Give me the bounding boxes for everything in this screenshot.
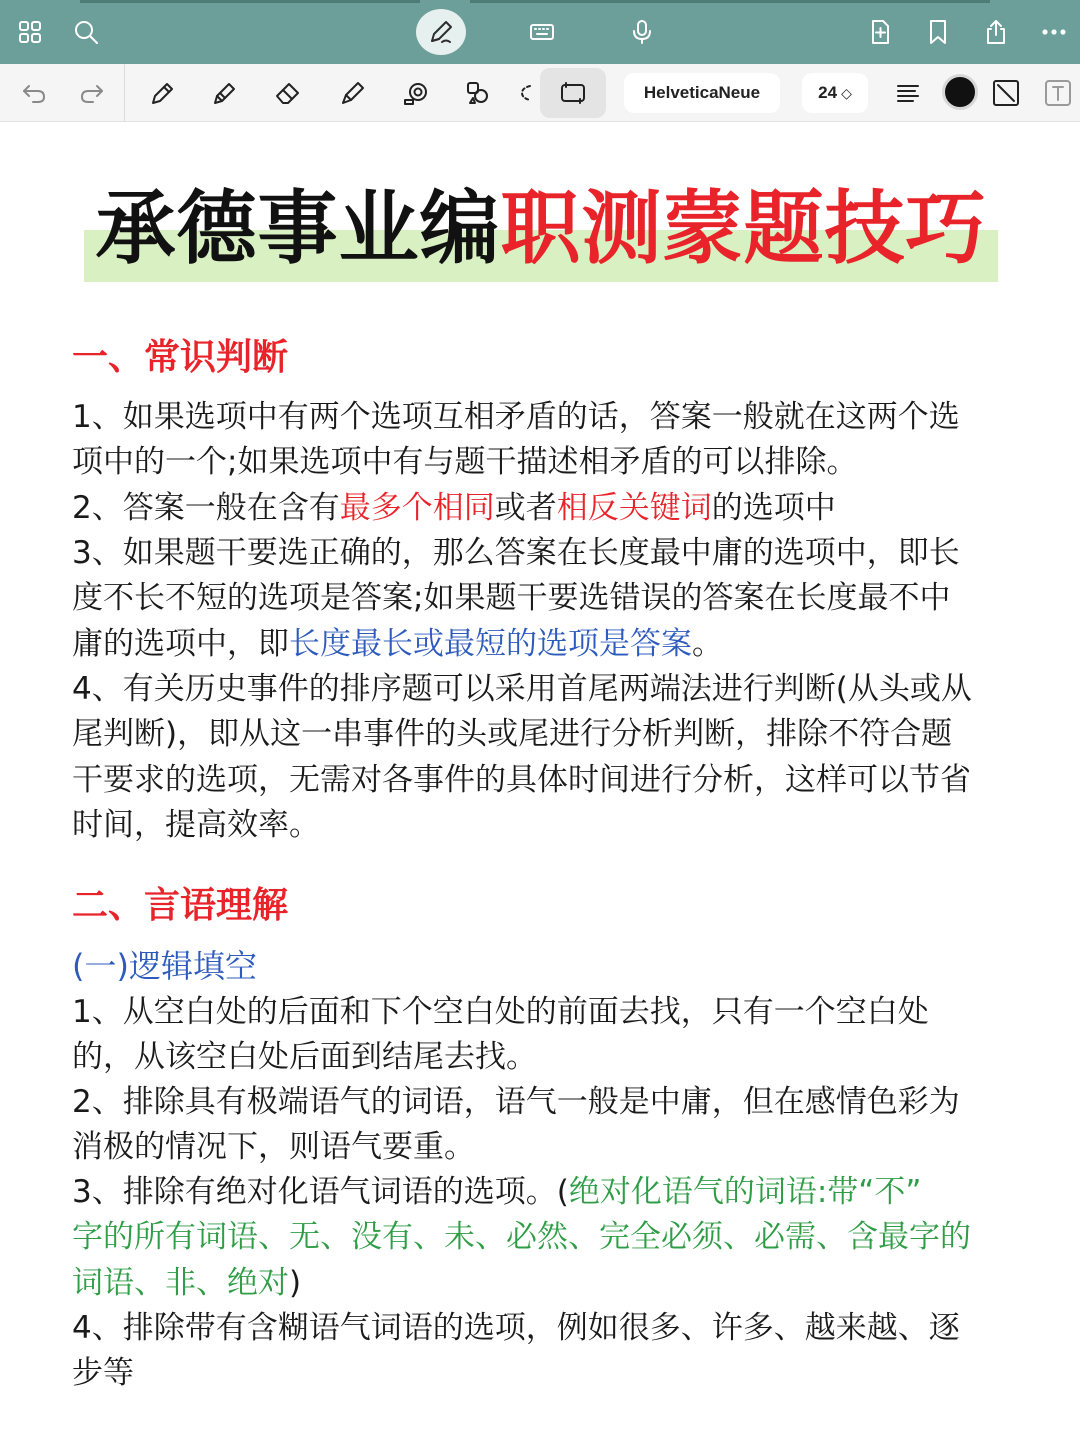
- color-picker-swatch[interactable]: [942, 74, 978, 110]
- highlight-text-green: 词语、非、绝对: [72, 1264, 289, 1301]
- drawing-toolbar: [0, 64, 1080, 122]
- text-line: 步等: [72, 1355, 134, 1392]
- toolbar-divider: [124, 64, 125, 122]
- text-box-icon[interactable]: [1040, 75, 1076, 111]
- font-family-selector[interactable]: [624, 73, 780, 113]
- section-heading-verbal: 二、言语理解: [72, 885, 289, 926]
- align-icon[interactable]: [890, 75, 926, 111]
- section2-item-3: [72, 1170, 1022, 1306]
- shape-tool-icon[interactable]: [398, 75, 434, 111]
- text-line: 消极的情况下，则语气要重。: [72, 1129, 475, 1166]
- text-line: 1、如果选项中有两个选项互相矛盾的话，答案一般就在这两个选: [72, 399, 960, 435]
- stroke-style-icon[interactable]: [988, 75, 1024, 111]
- text-line: 干要求的选项，无需对各事件的具体时间进行分析，这样可以节省: [72, 761, 971, 798]
- search-icon[interactable]: [68, 14, 104, 50]
- text-line: 度不长不短的选项是答案;如果题干要选错误的答案在长度最不中: [72, 580, 951, 617]
- section1-item-4: [72, 667, 1022, 849]
- text-run: ): [289, 1264, 302, 1301]
- subheading-logic-fill: (一)逻辑填空: [72, 947, 257, 985]
- text-line: 1、从空白处的后面和下个空白处的前面去找，只有一个空白处: [72, 994, 929, 1030]
- bookmark-icon[interactable]: [920, 14, 956, 50]
- font-size-value: 24: [818, 83, 838, 102]
- text-line: 4、排除带有含糊语气词语的选项，例如很多、许多、越来越、逐: [72, 1310, 960, 1346]
- title-black-part: 承德事业编: [95, 182, 501, 275]
- section1-item-3: [72, 531, 1022, 667]
- more-icon[interactable]: [1036, 14, 1072, 50]
- microphone-icon[interactable]: [624, 14, 660, 50]
- highlight-text-red: 相反关键词: [556, 490, 712, 526]
- add-page-icon[interactable]: [862, 14, 898, 50]
- title-red-part: 职测蒙题技巧: [500, 182, 987, 275]
- top-app-bar: [0, 0, 1080, 64]
- lasso-partial-icon[interactable]: [516, 75, 536, 111]
- section2-item-2: [72, 1080, 1022, 1171]
- text-line: 项中的一个;如果选项中有与题干描述相矛盾的可以排除。: [72, 444, 858, 481]
- text-line: 的，从该空白处后面到结尾去找。: [72, 1039, 537, 1076]
- top-divider-line: [470, 0, 990, 3]
- highlight-text-green: 字的所有词语、无、没有、未、必然、完全必须、必需、含最字的: [72, 1219, 971, 1256]
- text-run: 。: [692, 625, 723, 662]
- pen-mode-icon: [426, 17, 456, 47]
- chevron-updown-icon: ◇: [841, 84, 852, 101]
- lasso-tool-button[interactable]: [540, 68, 606, 118]
- top-divider-line: [80, 0, 420, 3]
- document-title: [84, 178, 998, 280]
- section1-item-2: [72, 486, 1022, 531]
- text-line: 2、排除具有极端语气的词语，语气一般是中庸，但在感情色彩为: [72, 1084, 960, 1120]
- highlight-text-green: 绝对化语气的词语:带“不”: [568, 1174, 922, 1210]
- section-heading-common-sense: 一、常识判断: [72, 337, 289, 378]
- redo-icon[interactable]: [74, 75, 110, 111]
- text-run: 3、排除有绝对化语气词语的选项。(: [72, 1174, 569, 1210]
- text-run: 庸的选项中，即: [72, 625, 289, 662]
- pen-mode-button[interactable]: [416, 9, 466, 55]
- pen-tool-icon[interactable]: [144, 75, 180, 111]
- font-size-selector[interactable]: [802, 73, 868, 113]
- text-line: 4、有关历史事件的排序题可以采用首尾两端法进行判断(从头或从: [72, 671, 972, 707]
- section2-item-1: [72, 990, 1022, 1081]
- highlight-text-blue: 长度最长或最短的选项是答案: [289, 625, 692, 662]
- elements-tool-icon[interactable]: [460, 75, 496, 111]
- font-family-label: HelveticaNeue: [643, 83, 761, 102]
- lasso-icon: [558, 78, 588, 108]
- grid-icon[interactable]: [12, 14, 48, 50]
- share-icon[interactable]: [978, 14, 1014, 50]
- keyboard-icon[interactable]: [524, 14, 560, 50]
- text-run: 的选项中: [711, 490, 836, 526]
- section2-item-4: [72, 1306, 1022, 1397]
- text-run: 或者: [494, 490, 557, 526]
- section1-item-1: [72, 395, 1022, 486]
- eraser-tool-icon[interactable]: [270, 75, 306, 111]
- text-run: 2、答案一般在含有: [72, 490, 340, 526]
- highlighter-tool-icon[interactable]: [334, 75, 370, 111]
- document-title-block: [84, 178, 998, 282]
- undo-icon[interactable]: [16, 75, 52, 111]
- pencil-tool-icon[interactable]: [206, 75, 242, 111]
- text-line: 3、如果题干要选正确的，那么答案在长度最中庸的选项中，即长: [72, 535, 960, 571]
- text-line: 尾判断)，即从这一串事件的头或尾进行分析判断，排除不符合题: [72, 716, 953, 753]
- highlight-text-red: 最多个相同: [339, 490, 495, 526]
- text-line: 时间，提高效率。: [72, 807, 320, 844]
